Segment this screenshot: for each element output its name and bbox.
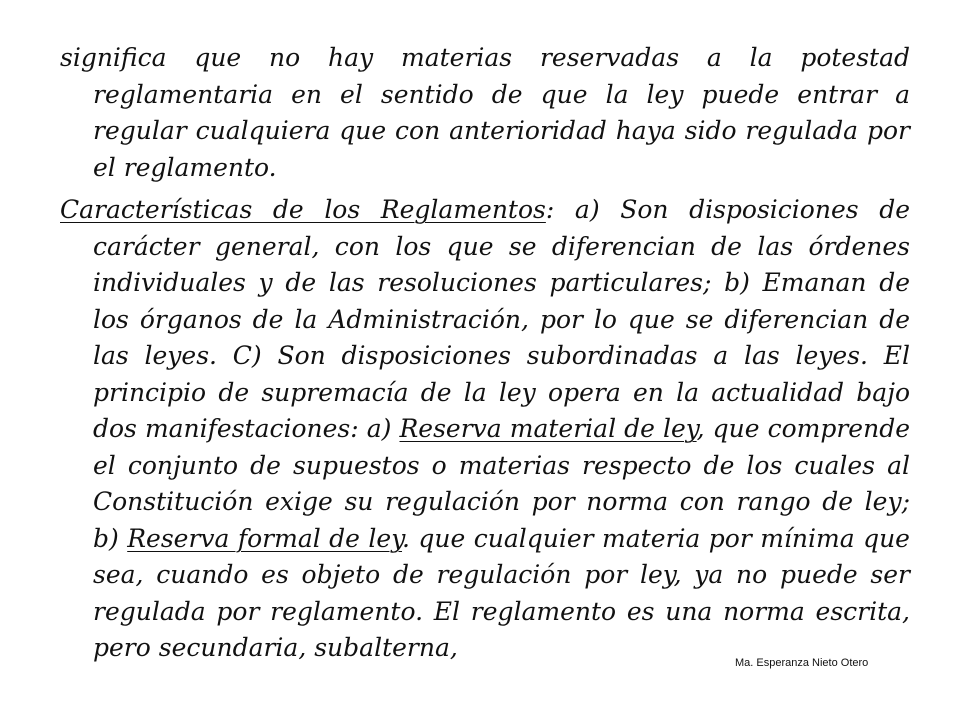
characteristics-text-a: a) Son disposiciones de carácter general, con los que se diferencian de las órdenes individuales y de las resoluciones particulares; b) Emanan de los órganos de la Administración, por lo que se diferencian de las leyes. C) Son disposiciones subordinadas a las leyes. El principio de supremacía de la ley opera en la actualidad bajo dos manifestaciones: a) [93,195,910,443]
slide-body [60,40,910,667]
characteristics-heading: Características de los Reglamentos [60,195,546,224]
paragraph-characteristics [60,192,910,667]
term-reserva-formal: Reserva formal de ley [127,523,403,553]
characteristics-text-b: , que comprende el conjunto de supuestos o materias respecto de los cuales al Constitución exige su regulación por norma con rango de ley; b) [93,414,910,553]
paragraph-continuation [60,40,910,186]
author-credit: Ma. Esperanza Nieto Otero [735,657,869,669]
term-reserva-material: Reserva material de ley [399,414,697,443]
paragraph-1-text: significa que no hay materias reservadas a la potestad reglamentaria en el sentido de que la ley puede entrar a regular cualquiera que con anterioridad haya sido regulada por el reglamento. [60,43,910,182]
characteristics-text-c: . que cualquier materia por mínima que sea, cuando es objeto de regulación por ley, ya no puede ser regulada por reglamento. El reglamento es una norma escrita, pero secundaria, subalterna, [93,523,910,662]
heading-colon: : [545,195,555,224]
